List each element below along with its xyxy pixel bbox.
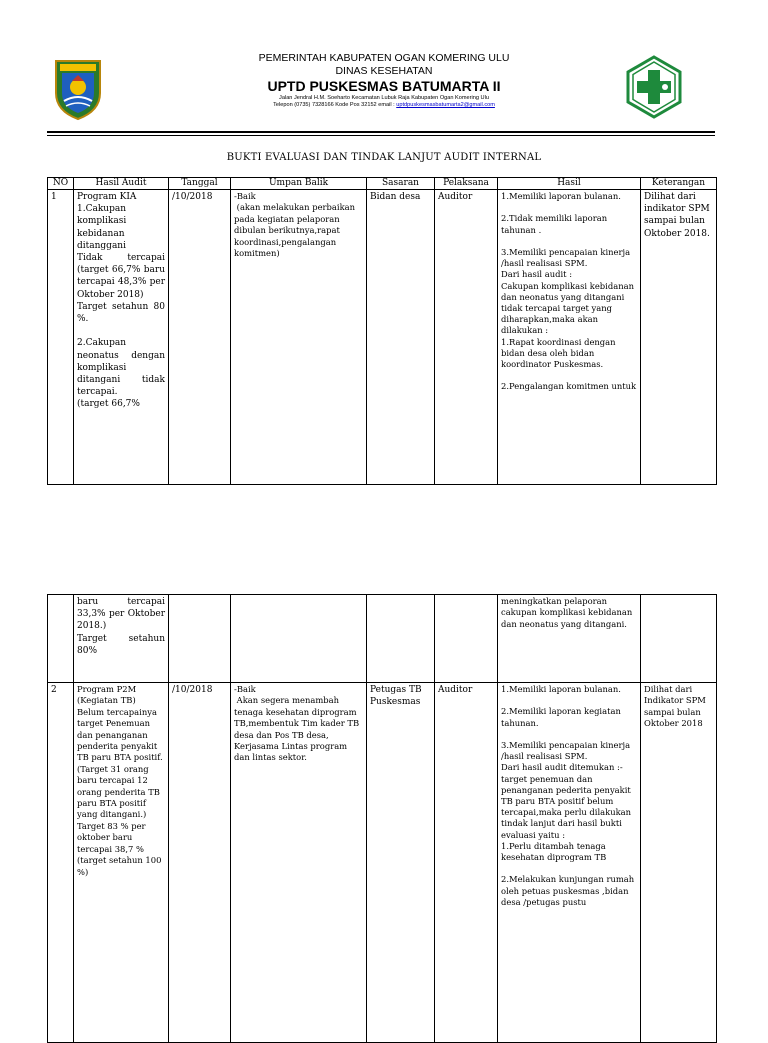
row2-hasil-audit: Program P2M (Kegiatan TB) Belum tercapainya target Penemuan dan penanganan penderita penyakit TB paru BTA positif. (Target 31 orang baru tercapai 12 orang penderita TB paru BTA positif yang ditangani.) Target 83 % per oktober baru tercapai 38,7 % (target setahun 100 %) (74, 683, 169, 1043)
health-cross-icon (626, 55, 682, 119)
row2-tanggal: /10/2018 (169, 683, 231, 1043)
col-umpan-balik: Umpan Balik (231, 178, 367, 190)
row1-hasil-audit: Program KIA 1.Cakupan komplikasi kebidanan ditanggani Tidak tercapai (target 66,7% baru tercapai 48,3% per Oktober 2018) Target setahun 80 %. 2.Cakupan neonatus dengan komplikasi ditangani tidak tercapai. (target 66,7% (74, 190, 169, 485)
col-hasil-audit: Hasil Audit (74, 178, 169, 190)
row2-no: 2 (48, 683, 74, 1043)
agency-name: DINAS KESEHATAN (335, 65, 433, 77)
row2-keterangan: Dilihat dari Indikator SPM sampai bulan Oktober 2018 (641, 683, 717, 1043)
row1-cont-keterangan (641, 595, 717, 683)
row1-cont-pelaksana (435, 595, 498, 683)
row1-pelaksana: Auditor (435, 190, 498, 485)
row2-hasil: 1.Memiliki laporan bulanan. 2.Memiliki laporan kegiatan tahunan. 3.Memiliki pencapaian kinerja /hasil realisasi SPM. Dari hasil audit ditemukan :- target penemuan dan penanganan pederita penyakit TB paru BTA positif belum tercapai,maka perlu dilakukan tindak lanjut dari hasil bukti evaluasi yaitu : 1.Perlu ditambah tenaga kesehatan diprogram TB 2.Melakukan kunjungan rumah oleh petuas puskesmas ,bidan desa /petugas pustu (498, 683, 641, 1043)
institution-name: UPTD PUSKESMAS BATUMARTA II (267, 78, 501, 94)
row1-hasil: 1.Memiliki laporan bulanan. 2.Tidak memiliki laporan tahunan . 3.Memiliki pencapaian kinerja /hasil realisasi SPM. Dari hasil audit : Cakupan komplikasi kebidanan dan neonatus yang ditangani tidak tercapai target yang diharapkan,maka akan dilakukan : 1.Rapat koordinasi dengan bidan desa oleh bidan koordinator Puskesmas. 2.Pengalangan komitmen untuk (498, 190, 641, 485)
row1-cont-sasaran (367, 595, 435, 683)
letterhead (200, 52, 568, 109)
regency-emblem-icon (52, 55, 104, 121)
table-row (48, 595, 717, 683)
phone-text: Telepon (0735) 7328166 Kode Pos 32152 email : (273, 102, 397, 108)
row1-keterangan: Dilihat dari indikator SPM sampai bulan Oktober 2018. (641, 190, 717, 485)
row1-cont-hasil-audit: baru tercapai 33,3% per Oktober 2018.) Target setahun 80% (74, 595, 169, 683)
col-no: NO (48, 178, 74, 190)
row1-tanggal: /10/2018 (169, 190, 231, 485)
audit-table (47, 177, 717, 485)
document-title: BUKTI EVALUASI DAN TINDAK LANJUT AUDIT INTERNAL (226, 152, 542, 163)
table-row (48, 190, 717, 485)
row2-umpan-balik: -Baik Akan segera menambah tenaga kesehatan diprogram TB,membentuk Tim kader TB desa dan Pos TB desa, Kerjasama Lintas program dan lintas sektor. (231, 683, 367, 1043)
row1-umpan-balik: -Baik (akan melakukan perbaikan pada kegiatan pelaporan dibulan berikutnya,rapat koordinasi,pengalangan komitmen) (231, 190, 367, 485)
row1-no: 1 (48, 190, 74, 485)
row2-sasaran: Petugas TB Puskesmas (367, 683, 435, 1043)
table-row (48, 683, 717, 1043)
col-pelaksana: Pelaksana (435, 178, 498, 190)
header-rule-thick (47, 131, 715, 133)
row2-pelaksana: Auditor (435, 683, 498, 1043)
col-hasil: Hasil (498, 178, 641, 190)
government-name: PEMERINTAH KABUPATEN OGAN KOMERING ULU (258, 52, 510, 64)
col-sasaran: Sasaran (367, 178, 435, 190)
row1-cont-tanggal (169, 595, 231, 683)
col-tanggal: Tanggal (169, 178, 231, 190)
row1-cont-no (48, 595, 74, 683)
email-link[interactable]: uptdpuskesmasbatumarta2@gmail.com (396, 102, 495, 108)
row1-cont-umpan-balik (231, 595, 367, 683)
row1-sasaran: Bidan desa (367, 190, 435, 485)
audit-table-continued (47, 594, 717, 1043)
address-line: Jalan Jendral H.M. Soeharto Kecamatan Lubuk Raja Kabupaten Ogan Komering Ulu (279, 95, 489, 101)
table-header-row (48, 178, 717, 190)
header-rule-thin (47, 135, 715, 136)
contact-line (200, 102, 568, 109)
row1-cont-hasil: meningkatkan pelaporan cakupan komplikasi kebidanan dan neonatus yang ditangani. (498, 595, 641, 683)
col-keterangan: Keterangan (641, 178, 717, 190)
